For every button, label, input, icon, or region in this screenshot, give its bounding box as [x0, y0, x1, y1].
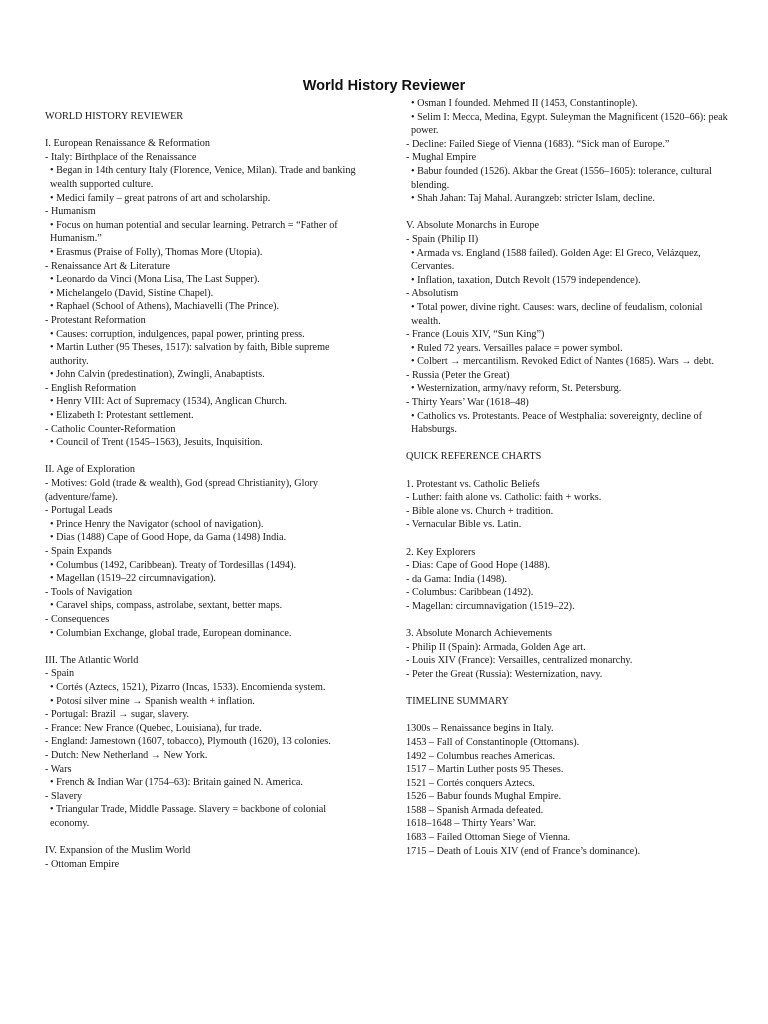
text-line: V. Absolute Monarchs in Europe [406, 220, 540, 232]
text-line [406, 464, 728, 478]
text-line [406, 709, 728, 723]
text-line: II. Age of Exploration [45, 464, 135, 476]
text-line: - Wars [45, 763, 72, 775]
text-line: • Colbert → mercantilism. Revoked Edict of Nantes (1685). Wars → debt. [411, 356, 715, 368]
text-line: IV. Expansion of the Muslim World [45, 845, 191, 857]
text-line: - Bible alone vs. Church + tradition. [406, 505, 554, 517]
text-line: - Consequences [45, 613, 110, 625]
text-line: 1618–1648 – Thirty Years’ War. [406, 818, 536, 830]
text-line: - Magellan: circumnavigation (1519–22). [406, 600, 575, 612]
text-line: 2. Key Explorers [406, 546, 476, 558]
text-line: III. The Atlantic World [45, 654, 139, 666]
text-line: - Philip II (Spain): Armada, Golden Age art. [406, 641, 586, 653]
text-line: • Medici family – great patrons of art and scholarship. [50, 192, 271, 204]
text-line: • Erasmus (Praise of Folly), Thomas More (Utopia). [50, 246, 263, 258]
text-line: - Humanism [45, 206, 96, 218]
text-line: • Osman I founded. Mehmed II (1453, Constantinople). [411, 98, 638, 109]
text-line: - Dias: Cape of Good Hope (1488). [406, 560, 551, 572]
text-line: 1588 – Spanish Armada defeated. [406, 804, 544, 816]
text-line: • Total power, divine right. Causes: wars, decline of feudalism, colonial wealth. [411, 301, 703, 327]
text-line: - da Gama: India (1498). [406, 573, 507, 585]
text-line: - France (Louis XIV, “Sun King”) [406, 329, 545, 341]
text-line: - Luther: faith alone vs. Catholic: faith + works. [406, 492, 602, 504]
text-line: 1492 – Columbus reaches Americas. [406, 750, 556, 762]
text-line: • Catholics vs. Protestants. Peace of Westphalia: sovereignty, decline of Habsburgs. [411, 410, 703, 436]
text-line: - Louis XIV (France): Versailles, centralized monarchy. [406, 655, 633, 667]
text-line: • Caravel ships, compass, astrolabe, sextant, better maps. [50, 600, 283, 612]
text-line [45, 124, 363, 138]
text-line [406, 532, 728, 546]
right-column [406, 97, 728, 858]
text-line: • Causes: corruption, indulgences, papal power, printing press. [50, 328, 305, 340]
text-line: QUICK REFERENCE CHARTS [406, 451, 542, 463]
text-line [406, 682, 728, 696]
text-line: • Cortés (Aztecs, 1521), Pizarro (Incas, 1533). Encomienda system. [50, 681, 326, 693]
text-line: - Dutch: New Netherland → New York. [45, 749, 208, 761]
text-line: • Columbian Exchange, global trade, European dominance. [50, 627, 292, 639]
text-line: - Tools of Navigation [45, 586, 133, 598]
text-line: • Began in 14th century Italy (Florence, Venice, Milan). Trade and banking wealth supported culture. [50, 165, 356, 190]
text-line: 1. Protestant vs. Catholic Beliefs [406, 478, 540, 490]
text-line: • Ruled 72 years. Versailles palace = power symbol. [411, 342, 623, 354]
text-line: • Potosí silver mine → Spanish wealth + inflation. [50, 695, 255, 707]
text-line: • Columbus (1492, Caribbean). Treaty of Tordesillas (1494). [50, 559, 297, 571]
text-line: • French & Indian War (1754–63): Britain gained N. America. [50, 777, 303, 789]
text-line: - Spain (Philip II) [406, 233, 479, 245]
text-line: - Spain [45, 668, 75, 680]
text-line: • Shah Jahan: Taj Mahal. Aurangzeb: stricter Islam, decline. [411, 193, 655, 205]
text-line [406, 614, 728, 628]
text-line: • Martin Luther (95 Theses, 1517): salvation by faith, Bible supreme authority. [50, 342, 330, 367]
text-line: - Ottoman Empire [45, 858, 120, 870]
text-line: - Vernacular Bible vs. Latin. [406, 519, 522, 531]
text-line: • John Calvin (predestination), Zwingli, Anabaptists. [50, 369, 265, 381]
text-line: • Prince Henry the Navigator (school of navigation). [50, 518, 264, 530]
text-line: - Absolutism [406, 288, 459, 300]
text-line: 1521 – Cortés conquers Aztecs. [406, 777, 535, 789]
text-line: - Portugal Leads [45, 505, 113, 517]
text-line: • Raphael (School of Athens), Machiavelli (The Prince). [50, 301, 280, 313]
text-line: - Protestant Reformation [45, 314, 146, 326]
text-line: - Catholic Counter-Reformation [45, 423, 176, 435]
text-line: - English Reformation [45, 382, 137, 394]
document-title: World History Reviewer [302, 78, 466, 94]
text-line: • Inflation, taxation, Dutch Revolt (1579 independence). [411, 274, 641, 286]
text-line: - Renaissance Art & Literature [45, 260, 171, 272]
text-line: • Triangular Trade, Middle Passage. Slavery = backbone of colonial economy. [50, 804, 327, 829]
text-line: • Selim I: Mecca, Medina, Egypt. Suleyman the Magnificent (1520–66): peak power. [411, 111, 728, 137]
text-line: 1300s – Renaissance begins in Italy. [406, 723, 554, 735]
text-line: • Focus on human potential and secular learning. Petrarch = “Father of Humanism.” [50, 219, 338, 245]
text-line: TIMELINE SUMMARY [406, 696, 509, 708]
text-line: - Motives: Gold (trade & wealth), God (spread Christianity), Glory (adventure/fame). [45, 478, 319, 503]
text-line: 1683 – Failed Ottoman Siege of Vienna. [406, 832, 571, 844]
text-line: • Henry VIII: Act of Supremacy (1534), Anglican Church. [50, 396, 288, 408]
left-column [45, 110, 363, 871]
text-line: - Russia (Peter the Great) [406, 369, 510, 381]
text-line: • Dias (1488) Cape of Good Hope, da Gama (1498) India. [50, 532, 287, 544]
text-line: 1526 – Babur founds Mughal Empire. [406, 791, 562, 803]
text-line [45, 640, 363, 654]
text-line: • Westernization, army/navy reform, St. Petersburg. [411, 383, 622, 395]
text-line: - Mughal Empire [406, 152, 477, 164]
text-line: - France: New France (Quebec, Louisiana), fur trade. [45, 722, 262, 734]
text-line: - Decline: Failed Siege of Vienna (1683). “Sick man of Europe.” [406, 138, 670, 150]
text-line: WORLD HISTORY REVIEWER [45, 111, 184, 122]
text-line [406, 437, 728, 451]
text-line: - Spain Expands [45, 546, 112, 557]
text-line: • Council of Trent (1545–1563), Jesuits, Inquisition. [50, 437, 263, 449]
text-line: • Michelangelo (David, Sistine Chapel). [50, 287, 214, 299]
text-line: - Thirty Years’ War (1618–48) [406, 397, 529, 409]
text-line: - Portugal: Brazil → sugar, slavery. [45, 709, 190, 721]
text-line: • Armada vs. England (1588 failed). Golden Age: El Greco, Velázquez, Cervantes. [411, 247, 701, 273]
text-line [406, 206, 728, 220]
text-line: • Elizabeth I: Protestant settlement. [50, 410, 194, 422]
text-line: 3. Absolute Monarch Achievements [406, 628, 552, 640]
text-line: I. European Renaissance & Reformation [45, 138, 210, 150]
text-line [45, 450, 363, 464]
text-line: 1517 – Martin Luther posts 95 Theses. [406, 764, 564, 776]
text-line: - Italy: Birthplace of the Renaissance [45, 151, 197, 163]
text-line: • Leonardo da Vinci (Mona Lisa, The Last Supper). [50, 274, 260, 286]
text-line: • Magellan (1519–22 circumnavigation). [50, 573, 216, 585]
text-line: 1453 – Fall of Constantinople (Ottomans). [406, 736, 580, 748]
text-line: • Babur founded (1526). Akbar the Great (1556–1605): tolerance, cultural blending. [411, 165, 712, 191]
text-line: 1715 – Death of Louis XIV (end of France’s dominance). [406, 845, 641, 857]
text-line: - England: Jamestown (1607, tobacco), Plymouth (1620), 13 colonies. [45, 736, 331, 748]
text-line: - Columbus: Caribbean (1492). [406, 587, 534, 599]
text-line: - Peter the Great (Russia): Westernization, navy. [406, 668, 603, 680]
text-line: - Slavery [45, 790, 83, 802]
text-line [45, 830, 363, 844]
